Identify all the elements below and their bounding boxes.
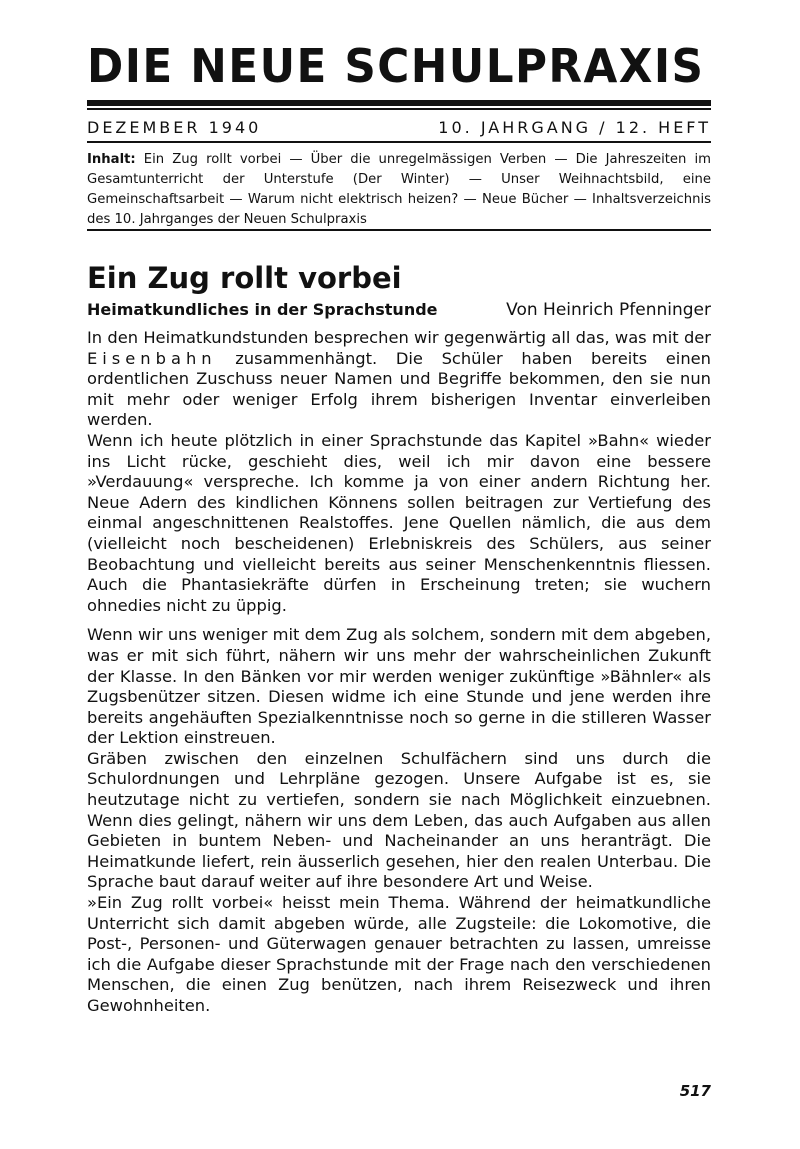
article-paragraph-5: »Ein Zug rollt vorbei« heisst mein Thema. Während der heimatkundliche Unterricht sich damit abgeben würde, alle Zugsteile: die Lokomotive, die Post-, Personen- und Güterwagen genauer betrachten zu lassen, umreisse ich die Aufgabe dieser Sprachstunde mit der Frage nach den verschiedenen Menschen, die einen Zug benützen, nach ihrem Reisezweck und ihren Gewohnheiten. bbox=[87, 893, 711, 1015]
masthead-rule-thick bbox=[87, 100, 711, 106]
article-paragraph-2: Wenn ich heute plötzlich in einer Sprachstunde das Kapitel »Bahn« wieder ins Licht rücke, geschieht dies, weil ich mir davon eine bessere »Verdauung« verspreche. Ich komme ja von einer andern Richtung her. Neue Adern des kindlichen Könnens sollen beitragen zur Vertiefung des einmal angeschnittenen Realstoffes. Jene Quellen nämlich, die aus dem (vielleicht noch bescheidenen) Erlebniskreis des Schülers, aus seiner Beobachtung und vielleicht bereits aus seiner Menschenkenntnis fliessen. Auch die Phantasiekräfte dürfen in Erscheinung treten; sie wuchern ohnedies nicht zu üppig. bbox=[87, 430, 711, 615]
emphasized-word: Eisenbahn bbox=[87, 348, 217, 368]
issue-date: DEZEMBER 1940 bbox=[87, 117, 262, 137]
article-paragraph-1 bbox=[87, 328, 711, 431]
article-subtitle-row bbox=[87, 300, 711, 326]
journal-masthead: DIE NEUE SCHULPRAXIS bbox=[87, 39, 705, 93]
masthead-rule-thin bbox=[87, 108, 711, 110]
paragraph-1-end: zusammenhängt. Die Schüler haben bereits einen ordentlichen Zuschuss neuer Namen und Begriffe bekommen, den sie nun mit mehr oder weniger Erfolg ihrem bisherigen Inventar einverleiben werden. bbox=[87, 348, 711, 430]
contents-text: Ein Zug rollt vorbei — Über die unregelmässigen Verben — Die Jahreszeiten im Gesamtunterricht der Unterstufe (Der Winter) — Unser Weihnachtsbild, eine Gemeinschaftsarbeit — Warum nicht elektrisch heizen? — Neue Bücher — Inhaltsverzeichnis des 10. Jahrganges der Neuen Schulpraxis bbox=[87, 152, 711, 227]
article-title: Ein Zug rollt vorbei bbox=[87, 261, 402, 295]
contents-label: Inhalt: bbox=[87, 152, 136, 167]
issue-info-row bbox=[87, 114, 711, 140]
page-number: 517 bbox=[679, 1082, 711, 1100]
article-subtitle: Heimatkundliches in der Sprachstunde bbox=[87, 300, 438, 319]
article-body bbox=[87, 328, 711, 1017]
issue-rule bbox=[87, 141, 711, 143]
table-of-contents bbox=[87, 150, 711, 230]
contents-rule bbox=[87, 229, 711, 231]
issue-volume: 10. JAHRGANG / 12. HEFT bbox=[438, 117, 711, 137]
article-byline: Von Heinrich Pfenninger bbox=[506, 300, 711, 320]
article-paragraph-4: Gräben zwischen den einzelnen Schulfächern sind uns durch die Schulordnungen und Lehrpläne gezogen. Unsere Aufgabe ist es, sie heutzutage nicht zu vertiefen, sondern sie nach Möglichkeit einzuebnen. Wenn dies gelingt, nähern wir uns dem Leben, das auch Aufgaben aus allen Gebieten in buntem Neben- und Nacheinander an uns heranträgt. Die Heimatkunde liefert, rein äusserlich gesehen, hier den realen Unterbau. Die Sprache baut darauf weiter auf ihre besondere Art und Weise. bbox=[87, 748, 711, 892]
article-paragraph-3: Wenn wir uns weniger mit dem Zug als solchem, sondern mit dem abgeben, was er mit sich führt, nähern wir uns mehr der wahrscheinlichen Zukunft der Klasse. In den Bänken vor mir werden weniger zukünftige »Bähnler« als Zugsbenützer sitzen. Diesen widme ich eine Stunde und jene werden ihre bereits angehäuften Spezialkenntnisse noch so gerne in die stilleren Wasser der Lektion einstreuen. bbox=[87, 625, 711, 748]
paragraph-1-start: In den Heimatkundstunden besprechen wir gegenwärtig all das, was mit der bbox=[87, 328, 711, 347]
